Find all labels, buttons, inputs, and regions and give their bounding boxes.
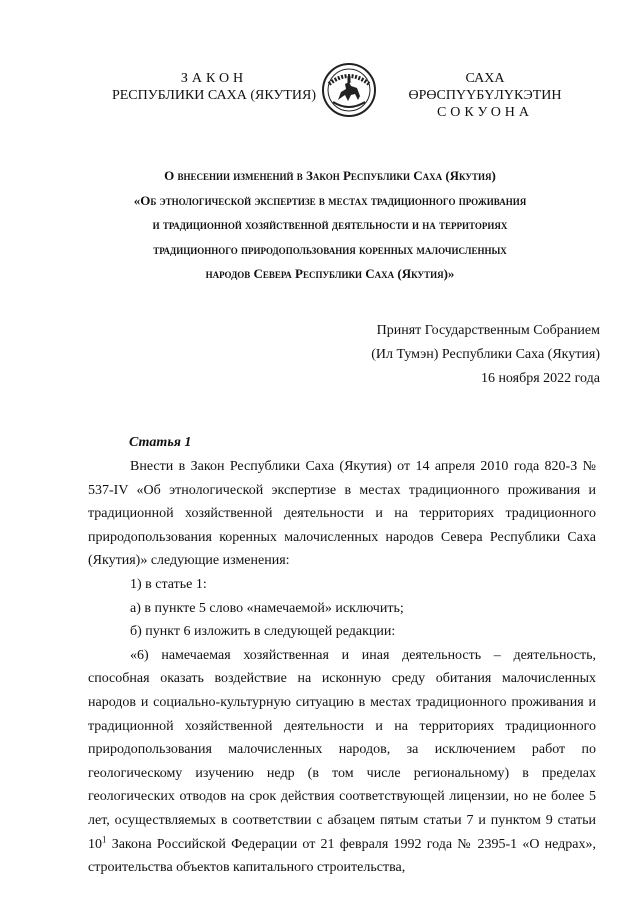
adoption-line-1: Принят Государственным Собранием [376,323,600,338]
header-left [108,70,320,104]
article-body [88,455,596,880]
superscript-index: 1 [102,833,107,844]
adoption-line-2: (Ил Тумэн) Республики Саха (Якутия) [371,347,600,362]
header-right-line1: САХА ӨРӨСПҮҮБҮЛҮКЭТИН [408,71,562,103]
article-paragraph-1: Внести в Закон Республики Саха (Якутия) от 14 апреля 2010 года 820-З № 537-IV «Об этнологической экспертизе в местах традиционного проживания и традиционной хозяйственной деятельности и на территориях традиционного природопользования коренных малочисленных народов Севера Республики Саха (Якутия)» следующие изменения: [88,459,596,569]
article-heading: Статья 1 [129,435,192,450]
law-title [80,164,580,287]
title-line-1: О внесении изменений в Закон Республики Саха (Якутия) [164,168,496,183]
title-line-5: народов Севера Республики Саха (Якутия)» [205,266,455,281]
header-left-line1: ЗАКОН [180,71,248,86]
adoption-date: 16 ноября 2022 года [480,371,600,386]
header-right [400,70,570,121]
adoption-note [371,319,600,391]
republic-sakha-emblem-icon [321,62,377,118]
title-line-3: и традиционной хозяйственной деятельности и на территориях [152,217,508,232]
paragraph-5-text-b: Закона Российской Федерации от 21 февраля 1992 года № 2395-1 «О недрах», строительства объектов капитального строительства, [88,836,596,876]
title-line-2: «Об этнологической экспертизе в местах традиционного проживания [133,192,527,208]
article-paragraph-5 [88,644,596,880]
header-left-line2: РЕСПУБЛИКИ САХА (ЯКУТИЯ) [111,88,317,103]
header-right-line2: СОКУОНА [436,105,534,120]
article-paragraph-3: а) в пункте 5 слово «намечаемой» исключить; [130,600,404,616]
article-paragraph-2: 1) в статье 1: [130,576,207,592]
article-paragraph-4: б) пункт 6 изложить в следующей редакции: [130,624,396,640]
paragraph-5-text-a: «6) намечаемая хозяйственная и иная деятельность – деятельность, способная оказать воздействие на исконную среду обитания малочисленных народов и социально-культурную ситуацию в местах традиционного проживания и традиционной хозяйственной деятельности и на территориях традиционного природопользования малочисленных народов, за исключением работ по геологическому изучению недр (в том числе региональному) в пределах геологических отводов на срок действия соответствующей лицензии, но не более 5 лет, осуществляемых в соответствии с абзацем пятым статьи 7 и пунктом 9 статьи 10 [88,647,596,852]
title-line-4: традиционного природопользования коренных малочисленных [153,241,507,257]
